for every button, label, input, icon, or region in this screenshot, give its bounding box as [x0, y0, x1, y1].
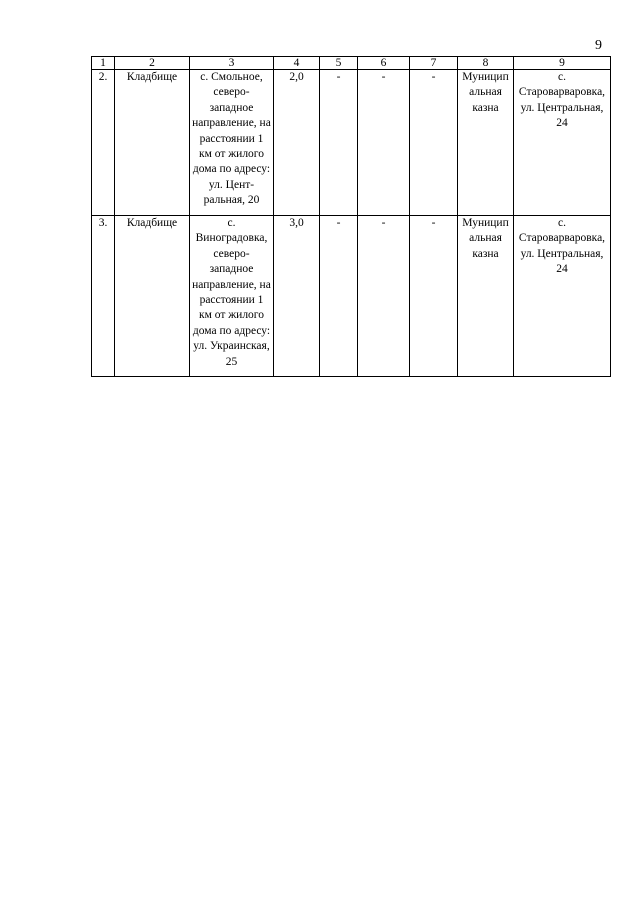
table-row	[92, 216, 611, 377]
ownership-cell: Муниципальная казна	[458, 70, 514, 216]
header-cell: 9	[514, 57, 611, 70]
holder-cell: с. Староварваровка, ул. Центральная, 24	[514, 216, 611, 377]
col7-cell: -	[410, 216, 458, 377]
header-cell: 8	[458, 57, 514, 70]
col7-cell: -	[410, 70, 458, 216]
header-cell: 1	[92, 57, 115, 70]
col6-cell: -	[358, 70, 410, 216]
ownership-cell: Муниципальная казна	[458, 216, 514, 377]
col5-cell: -	[320, 216, 358, 377]
page-number: 9	[595, 38, 602, 53]
col6-cell: -	[358, 216, 410, 377]
holder-cell: с. Староварваровка, ул. Центральная, 24	[514, 70, 611, 216]
row-number-cell: 2.	[92, 70, 115, 216]
header-cell: 5	[320, 57, 358, 70]
register-table	[91, 56, 611, 377]
object-cell: Кладбище	[115, 216, 190, 377]
table-row	[92, 70, 611, 216]
col5-cell: -	[320, 70, 358, 216]
table-header-row	[92, 57, 611, 70]
header-cell: 2	[115, 57, 190, 70]
area-cell: 2,0	[274, 70, 320, 216]
header-cell: 7	[410, 57, 458, 70]
location-cell: с. Виноградовка, северо-западное направление, на расстоянии 1 км от жилого дома по адресу: ул. Украинская, 25	[190, 216, 274, 377]
header-cell: 6	[358, 57, 410, 70]
area-cell: 3,0	[274, 216, 320, 377]
row-number-cell: 3.	[92, 216, 115, 377]
object-cell: Кладбище	[115, 70, 190, 216]
header-cell: 3	[190, 57, 274, 70]
header-cell: 4	[274, 57, 320, 70]
location-cell: с. Смольное, северо-западное направление, на расстоянии 1 км от жилого дома по адресу: ул. Цент-ральная, 20	[190, 70, 274, 216]
